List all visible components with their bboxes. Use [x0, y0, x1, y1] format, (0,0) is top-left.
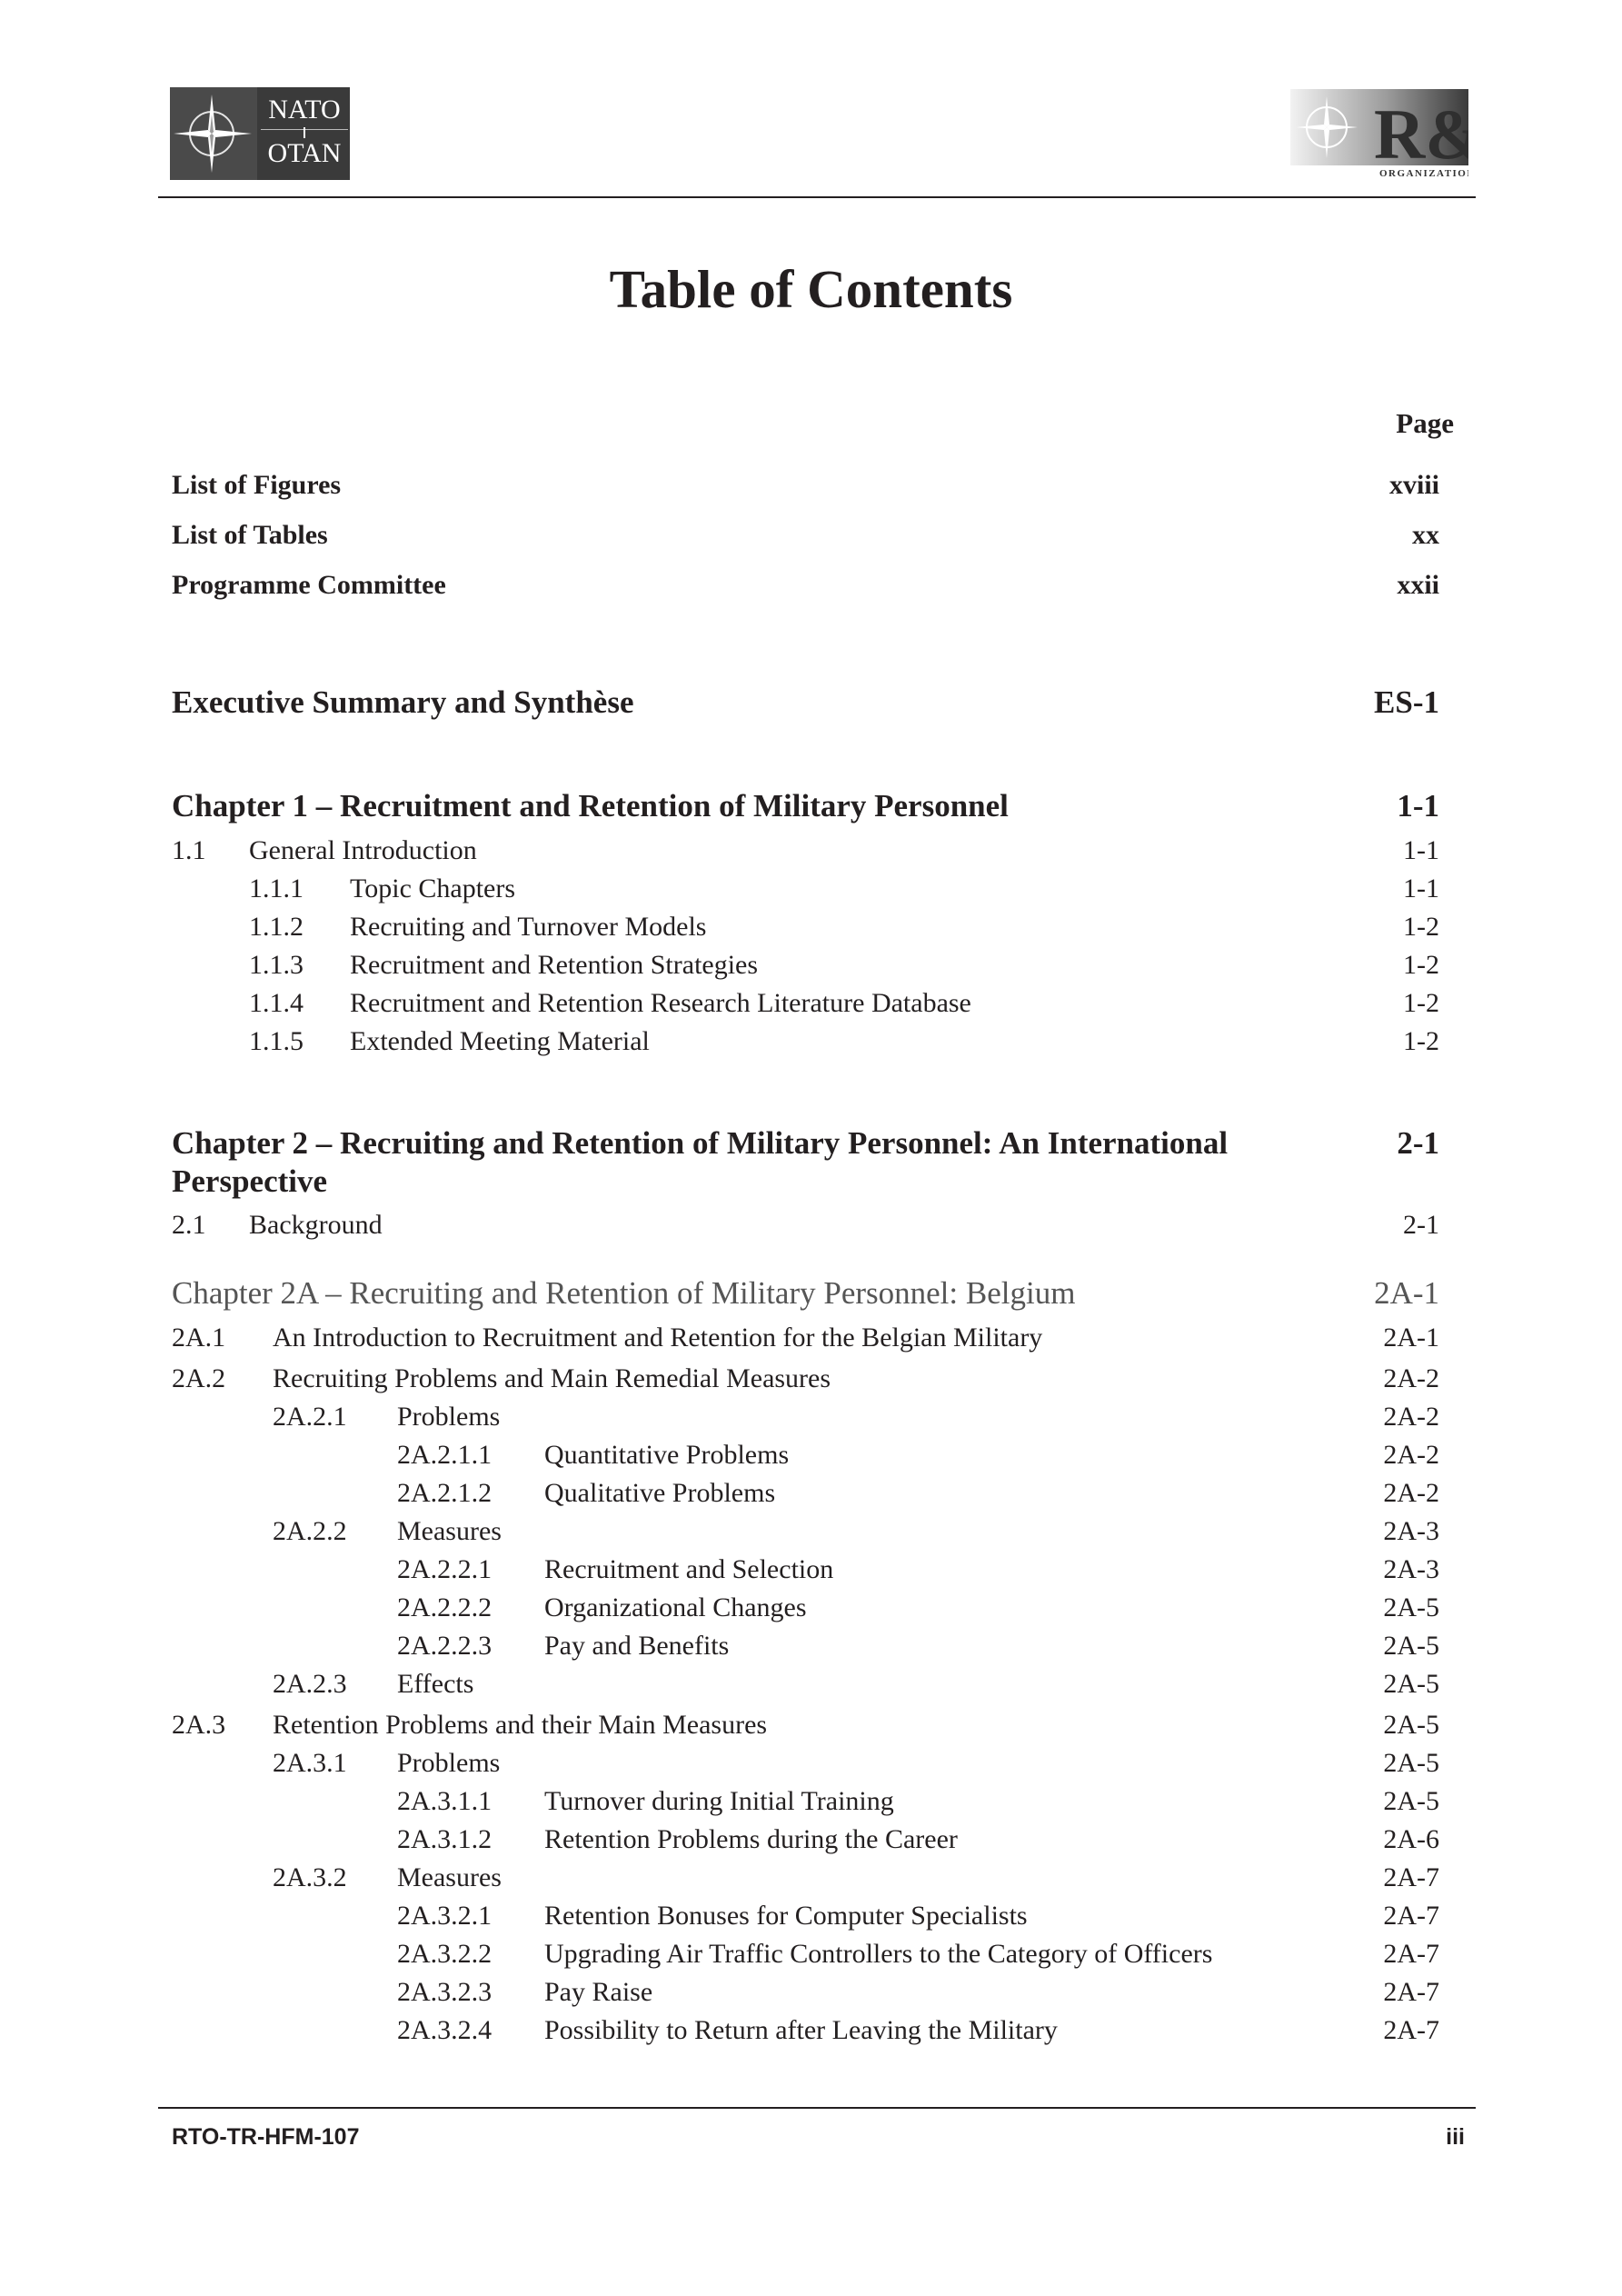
toc-chapter-page: 1-1: [1397, 788, 1439, 824]
rto-logo-graphic: [1290, 87, 1468, 180]
footer-divider: [158, 2107, 1476, 2109]
toc-entry-page: xx: [1412, 520, 1439, 550]
toc-entry-title: Measures: [397, 1862, 502, 1892]
toc-entry-number: 2A.3.2.4: [397, 2015, 493, 2045]
toc-entry-page: 2A-2: [1383, 1402, 1439, 1432]
rto-organization-logo: [1290, 87, 1468, 180]
toc-entry-page: 1-1: [1403, 835, 1439, 865]
toc-entry-number: 2A.3: [172, 1710, 226, 1740]
toc-chapter-page: 2A-1: [1374, 1275, 1439, 1311]
toc-entry-number: 2A.2.2: [273, 1516, 347, 1546]
toc-entry-number: 2A.1: [172, 1323, 226, 1353]
toc-chapter-title: Executive Summary and Synthèse: [172, 684, 634, 720]
toc-entry-number: 2A.2.3: [273, 1669, 347, 1699]
toc-entry-title: Recruitment and Selection: [544, 1554, 834, 1584]
toc-entry-page: 2A-7: [1383, 2015, 1439, 2045]
toc-entry-page: 1-2: [1403, 950, 1439, 980]
toc-entry-number: 2A.3.2.3: [397, 1977, 493, 2007]
toc-entry-number: 2A.3.2.1: [397, 1901, 493, 1931]
toc-entry-page: 2A-2: [1383, 1478, 1439, 1508]
page-column-heading: Page: [1396, 407, 1454, 439]
toc-entry-number: 1.1: [172, 835, 206, 865]
toc-entry-number: 1.1.2: [249, 912, 304, 942]
toc-entry-number: 2A.3.2: [273, 1862, 347, 1892]
nato-otan-logo: [170, 87, 350, 180]
toc-entry-number: 2A.2.2.2: [397, 1592, 493, 1622]
toc-entry-page: xxii: [1397, 570, 1439, 600]
toc-entry-title: List of Figures: [172, 470, 342, 500]
footer-page-number: iii: [1446, 2124, 1465, 2150]
nato-logo-divider-tick: [304, 127, 305, 138]
toc-entry-number: 2.1: [172, 1210, 206, 1240]
toc-entry-number: 2A.3.1: [273, 1748, 347, 1778]
nato-logo-word-otan: OTAN: [267, 138, 342, 168]
toc-entry-page: 2A-7: [1383, 1977, 1439, 2007]
toc-entry-number: 2A.3.1.2: [397, 1824, 493, 1854]
toc-entry-title: Retention Problems during the Career: [544, 1824, 958, 1854]
toc-entry-title: Measures: [397, 1516, 502, 1546]
toc-entry-page: 1-2: [1403, 988, 1439, 1018]
toc-entry-page: 2A-2: [1383, 1363, 1439, 1393]
toc-chapter-title: Chapter 2A – Recruiting and Retention of Military Personnel: Belgium: [172, 1275, 1076, 1311]
toc-entry-title: Recruitment and Retention Strategies: [350, 950, 759, 980]
toc-entry-page: 2A-5: [1383, 1710, 1439, 1740]
toc-entry-title: List of Tables: [172, 520, 328, 550]
toc-entry-number: 2A.3.1.1: [397, 1786, 493, 1816]
toc-entry-number: 2A.2.1.1: [397, 1440, 493, 1470]
toc-entry-number: 2A.3.2.2: [397, 1939, 493, 1969]
toc-entry-number: 2A.2.1.2: [397, 1478, 493, 1508]
toc-entry-title: Qualitative Problems: [544, 1478, 776, 1508]
toc-entry-title: Recruitment and Retention Research Literature Database: [350, 988, 971, 1018]
toc-entry-page: 2A-2: [1383, 1440, 1439, 1470]
footer-document-id: RTO-TR-HFM-107: [172, 2124, 360, 2150]
toc-entry-page: xviii: [1388, 470, 1439, 500]
rto-logo-subtitle: ORGANIZATION: [1379, 168, 1468, 179]
toc-entry-number: 1.1.1: [249, 873, 304, 903]
page-title: Table of Contents: [609, 259, 1013, 319]
nato-compass-star-icon: [170, 87, 257, 180]
toc-entry-title: Pay and Benefits: [544, 1631, 730, 1661]
toc-chapter-page: ES-1: [1374, 684, 1439, 720]
toc-entry-page: 2A-5: [1383, 1786, 1439, 1816]
toc-chapter-page: 2-1: [1397, 1125, 1439, 1161]
toc-entry-title: Organizational Changes: [544, 1592, 807, 1622]
toc-entry-title: Effects: [397, 1669, 474, 1699]
toc-entry-number: 2A.2.2.3: [397, 1631, 493, 1661]
toc-entry-title: Turnover during Initial Training: [544, 1786, 894, 1816]
toc-entry-title: General Introduction: [249, 835, 477, 865]
toc-entry-title: Background: [249, 1210, 383, 1240]
toc-entry-number: 1.1.4: [249, 988, 304, 1018]
toc-entry-page: 2A-5: [1383, 1748, 1439, 1778]
toc-entry-page: 2A-5: [1383, 1592, 1439, 1622]
toc-chapter-title-line1: Chapter 2 – Recruiting and Retention of Military Personnel: An International: [172, 1125, 1229, 1161]
toc-entry-page: 2-1: [1403, 1210, 1439, 1240]
toc-entry-page: 2A-5: [1383, 1669, 1439, 1699]
toc-entry-page: 2A-7: [1383, 1939, 1439, 1969]
toc-entry-number: 1.1.3: [249, 950, 304, 980]
toc-entry-page: 2A-1: [1383, 1323, 1439, 1353]
toc-entry-page: 2A-6: [1383, 1824, 1439, 1854]
toc-entry-number: 1.1.5: [249, 1026, 304, 1056]
toc-entry-number: 2A.2.2.1: [397, 1554, 493, 1584]
toc-entry-number: 2A.2: [172, 1363, 226, 1393]
toc-chapter-title: Chapter 1 – Recruitment and Retention of Military Personnel: [172, 788, 1009, 824]
toc-entry-title: Possibility to Return after Leaving the Military: [544, 2015, 1058, 2045]
toc-entry-title: An Introduction to Recruitment and Retention for the Belgian Military: [273, 1323, 1043, 1353]
toc-chapter-title-line2: Perspective: [172, 1163, 328, 1199]
toc-entry-title: Recruiting Problems and Main Remedial Measures: [273, 1363, 831, 1393]
toc-entry-page: 2A-5: [1383, 1631, 1439, 1661]
toc-entry-number: 2A.2.1: [273, 1402, 347, 1432]
toc-entry-title: Pay Raise: [544, 1977, 653, 2007]
toc-entry-title: Quantitative Problems: [544, 1440, 790, 1470]
toc-entry-title: Retention Problems and their Main Measures: [273, 1710, 768, 1740]
toc-entry-title: Problems: [397, 1748, 501, 1778]
toc-entry-title: Retention Bonuses for Computer Specialists: [544, 1901, 1028, 1931]
toc-entry-title: Programme Committee: [172, 570, 446, 600]
toc-entry-page: 2A-7: [1383, 1862, 1439, 1892]
toc-entry-title: Problems: [397, 1402, 501, 1432]
header-divider: [158, 196, 1476, 198]
rto-logo-letters: R: [1374, 95, 1426, 174]
toc-entry-title: Extended Meeting Material: [350, 1026, 650, 1056]
toc-entry-title: Topic Chapters: [350, 873, 516, 903]
toc-entry-title: Recruiting and Turnover Models: [350, 912, 707, 942]
toc-entry-page: 1-1: [1403, 873, 1439, 903]
toc-entry-page: 1-2: [1403, 1026, 1439, 1056]
toc-entry-page: 2A-7: [1383, 1901, 1439, 1931]
toc-entry-title: Upgrading Air Traffic Controllers to the Category of Officers: [544, 1939, 1213, 1969]
toc-entry-page: 1-2: [1403, 912, 1439, 942]
toc-entry-page: 2A-3: [1383, 1554, 1439, 1584]
toc-entry-page: 2A-3: [1383, 1516, 1439, 1546]
nato-logo-word-nato: NATO: [268, 95, 341, 125]
